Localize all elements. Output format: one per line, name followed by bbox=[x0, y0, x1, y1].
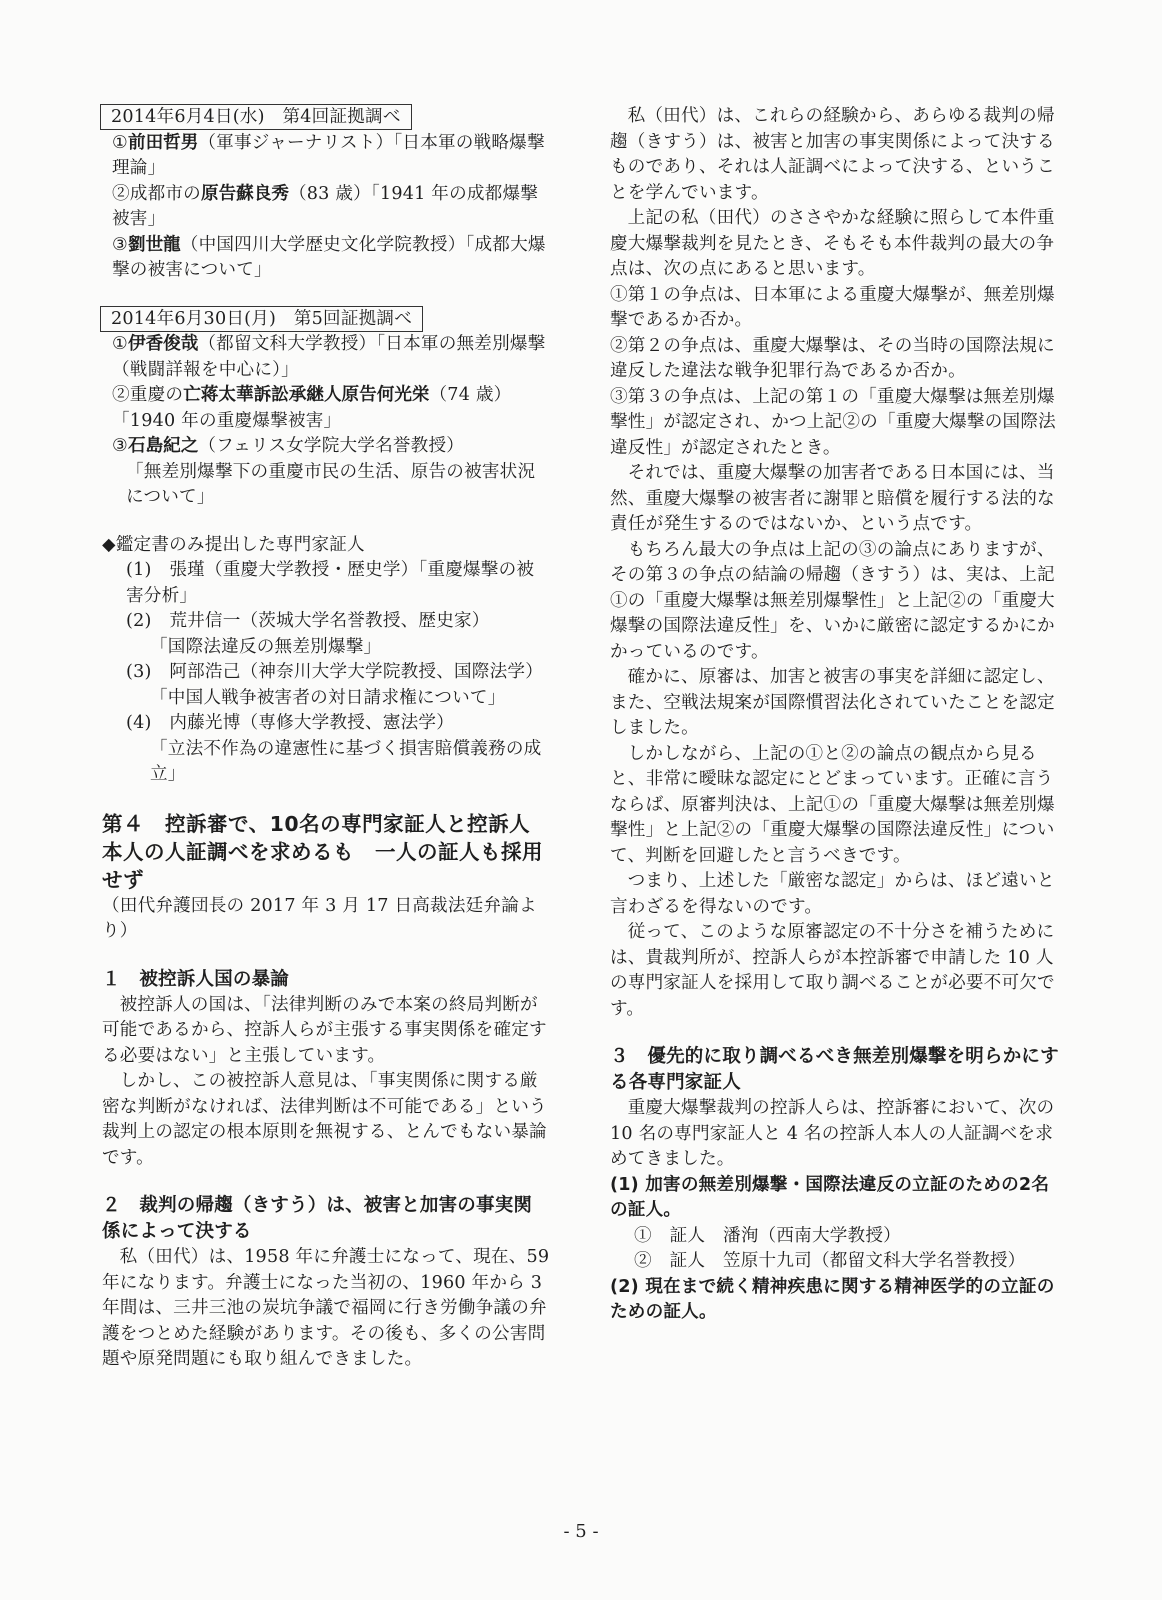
left-column bbox=[102, 104, 550, 1373]
paragraph: それでは、重慶大爆撃の加害者である日本国には、当然、重慶大爆撃の被害者に謝罪と賠償を履行する法的な責任が発生するのではないか、という点です。 bbox=[610, 463, 1055, 534]
paragraph: 従って、このような原審認定の不十分さを補うためには、貴裁判所が、控訴人らが本控訴審で申請した 10 人の専門家証人を採用して取り調べることが必要不可欠です。 bbox=[610, 922, 1055, 1019]
witness-detail: （軍事ジャーナリスト）「日本軍の戦略爆撃理論」 bbox=[112, 132, 545, 178]
witness-item bbox=[102, 383, 550, 434]
paragraph: 上記の私（田代）のささやかな経験に照らして本件重慶大爆撃裁判を見たとき、そもそも本件裁判の最大の争点は、次の点にあると思います。 bbox=[610, 208, 1055, 279]
hearing-5-date-box: 2014年6月30日(月) 第5回証拠調べ bbox=[100, 306, 423, 332]
witness-group-heading: (2) 現在まで続く精神疾患に関する精神医学的の立証のための証人。 bbox=[610, 1276, 1055, 1322]
witness-group-heading: (1) 加害の無差別爆撃・国際法違反の立証のための2名の証人。 bbox=[610, 1174, 1050, 1220]
witness-detail: （83 歳）「1941 年の成都爆撃被害」 bbox=[112, 183, 539, 229]
witness-prefix: ②重慶の bbox=[112, 385, 184, 405]
paragraph: つまり、上述した「厳密な認定」からは、ほど遠いと言わざるを得ないのです。 bbox=[610, 871, 1055, 917]
witness-item bbox=[102, 182, 550, 233]
expert-list-heading: ◆鑑定書のみ提出した専門家証人 bbox=[102, 534, 365, 555]
witness-item bbox=[102, 434, 550, 460]
section-4-heading: 第４ 控訴審で、10名の専門家証人と控訴人本人の人証調べを求めるも 一人の証人も採用せず bbox=[102, 811, 543, 892]
subsection-2-heading: ２ 裁判の帰趨（きすう）は、被害と加害の事実関係によって決する bbox=[102, 1195, 533, 1242]
issue-item: ③第３の争点は、上記の第１の「重慶大爆撃は無差別爆撃性」が認定され、かつ上記②の「重慶大爆撃の国際法違反性」が認定されたとき。 bbox=[610, 386, 1056, 458]
witness-item bbox=[102, 332, 550, 383]
issue-item: ②第２の争点は、重慶大爆撃は、その当時の国際法規に違反した違法な戦争犯罪行為であるか否か。 bbox=[610, 335, 1055, 381]
paragraph: もちろん最大の争点は上記の③の論点にありますが、その第３の争点の結論の帰趨（きすう）は、実は、上記①の「重慶大爆撃は無差別爆撃性」と上記②の「重慶大爆撃の国際法違反性」を、いかに厳密に認定するかにかかっているのです。 bbox=[610, 539, 1055, 662]
page-number: - 5 - bbox=[563, 1521, 599, 1542]
paragraph: しかしながら、上記の①と②の論点の観点から見ると、非常に曖昧な認定にとどまっています。正確に言うならば、原審判決は、上記①の「重慶大爆撃は無差別爆撃性」と上記②の「重慶大爆撃の国際法違反性」について、判断を回避したと言うべきです。 bbox=[610, 743, 1055, 866]
subsection-1-heading: １ 被控訴人国の暴論 bbox=[102, 968, 290, 990]
item-number: ③ bbox=[112, 234, 128, 255]
witness-detail: （フェリス女学院大学名誉教授） bbox=[198, 436, 465, 456]
hearing-5 bbox=[102, 306, 550, 511]
expert-item: (3) 阿部浩己（神奈川大学大学院教授、国際法学） bbox=[126, 662, 543, 682]
paragraph: 私（田代）は、1958 年に弁護士になって、現在、59 年になります。弁護士になった当初の、1960 年から 3 年間は、三井三池の炭坑争議で福岡に行き労働争議の弁護をつとめた経験があります。その後も、多くの公害問題や原発問題にも取り組んできました。 bbox=[102, 1247, 550, 1369]
paragraph: 確かに、原審は、加害と被害の事実を詳細に認定し、また、空戦法規案が国際慣習法化されていたことを認定しました。 bbox=[610, 667, 1055, 738]
item-number: ① bbox=[112, 334, 128, 354]
witness-detail: （都留文科大学教授）「日本軍の無差別爆撃（戦闘詳報を中心に）」 bbox=[112, 334, 546, 380]
subsection-3-heading: ３ 優先的に取り調べるべき無差別爆撃を明らかにする各専門家証人 bbox=[610, 1046, 1059, 1093]
item-number: ③ bbox=[112, 436, 128, 456]
issue-item: ①第１の争点は、日本軍による重慶大爆撃が、無差別爆撃であるか否か。 bbox=[610, 284, 1055, 330]
expert-title: 「国際法違反の無差別爆撃」 bbox=[150, 636, 382, 657]
paragraph: しかし、この被控訴人意見は、「事実関係に関する厳密な判断がなければ、法律判断は不可能である」という裁判上の認定の根本原則を無視する、とんでもない暴論です。 bbox=[102, 1071, 547, 1168]
hearing-4 bbox=[102, 104, 550, 284]
expert-title: 「中国人戦争被害者の対日請求権について」 bbox=[150, 687, 506, 708]
witness-detail: （中国四川大学歴史文化学院教授）「成都大爆撃の被害について」 bbox=[112, 234, 546, 280]
item-number: ① bbox=[112, 132, 128, 153]
witness-name: 石島紀之 bbox=[127, 436, 199, 456]
witness-item bbox=[102, 233, 550, 284]
witness-item: ① 証人 潘洵（西南大学教授） bbox=[634, 1225, 901, 1246]
expert-item: (1) 張瑾（重慶大学教授・歴史学）「重慶爆撃の被害分析」 bbox=[126, 560, 535, 606]
witness-item bbox=[102, 131, 550, 182]
witness-name: 原告蘇良秀 bbox=[200, 183, 289, 204]
witness-detail: （74 歳）「1940 年の重慶爆撃被害」 bbox=[112, 385, 512, 431]
section-4-source: （田代弁護団長の 2017 年 3 月 17 日高裁法廷弁論より） bbox=[102, 895, 537, 941]
paragraph: 重慶大爆撃裁判の控訴人らは、控訴審において、次の 10 名の専門家証人と 4 名の控訴人本人の人証調べを求めてきました。 bbox=[610, 1098, 1055, 1169]
testimony-title: 「無差別爆撃下の重慶市民の生活、原告の被害状況について」 bbox=[126, 461, 536, 507]
paragraph: 被控訴人の国は、「法律判断のみで本案の終局判断が可能であるから、控訴人らが主張する事実関係を確定する必要はない」と主張しています。 bbox=[102, 994, 547, 1066]
witness-item: ② 証人 笠原十九司（都留文科大学名誉教授） bbox=[634, 1251, 1026, 1271]
expert-title: 「立法不作為の違憲性に基づく損害賠償義務の成立」 bbox=[150, 738, 542, 784]
expert-item: (4) 内藤光博（専修大学教授、憲法学） bbox=[126, 713, 455, 733]
witness-name: 前田哲男 bbox=[127, 132, 199, 153]
right-column bbox=[610, 104, 1062, 1326]
paragraph: 私（田代）は、これらの経験から、あらゆる裁判の帰趨（きすう）は、被害と加害の事実関係によって決するものであり、それは人証調べによって決する、ということを学んでいます。 bbox=[610, 106, 1055, 203]
witness-prefix: ②成都市の bbox=[112, 183, 201, 204]
expert-list bbox=[102, 533, 550, 788]
hearing-4-date-box: 2014年6月4日(水) 第4回証拠調べ bbox=[100, 104, 412, 130]
expert-item: (2) 荒井信一（茨城大学名誉教授、歴史家） bbox=[126, 611, 490, 631]
witness-name: 劉世龍 bbox=[127, 234, 181, 255]
witness-name: 亡蒋太華訴訟承継人原告何光栄 bbox=[183, 385, 430, 405]
witness-name: 伊香俊哉 bbox=[127, 334, 199, 354]
